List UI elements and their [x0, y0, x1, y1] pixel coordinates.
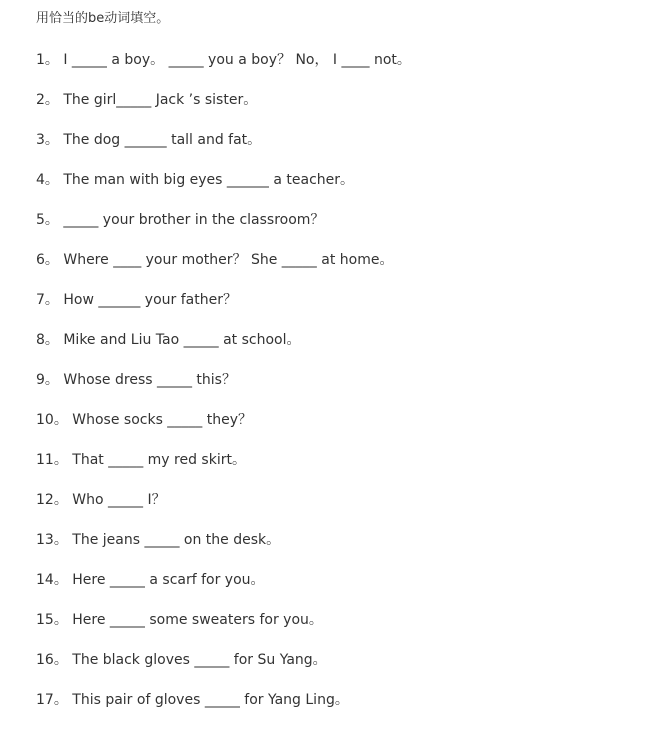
question-12: 12。 Who _____ I？ — [36, 492, 166, 508]
question-10: 10。 Whose socks _____ they？ — [36, 412, 253, 428]
instruction-text: 用恰当的be动词填空。 — [36, 11, 170, 26]
question-13: 13。 The jeans _____ on the desk。 — [36, 532, 281, 548]
question-2: 2。 The girl_____ Jack ’s sister。 — [36, 92, 258, 108]
question-4: 4。 The man with big eyes ______ a teacher。 — [36, 172, 355, 188]
question-6: 6。 Where ____ your mother？ She _____ at home。 — [36, 252, 394, 268]
question-14: 14。 Here _____ a scarf for you。 — [36, 572, 265, 588]
question-1: 1。 I _____ a boy。 _____ you a boy？ No， I ____ not。 — [36, 52, 411, 68]
question-3: 3。 The dog ______ tall and fat。 — [36, 132, 262, 148]
question-5: 5。 _____ your brother in the classroom？ — [36, 212, 325, 228]
question-8: 8。 Mike and Liu Tao _____ at school。 — [36, 332, 301, 348]
question-15: 15。 Here _____ some sweaters for you。 — [36, 612, 323, 628]
question-7: 7。 How ______ your father？ — [36, 292, 237, 308]
question-17: 17。 This pair of gloves _____ for Yang Ling。 — [36, 692, 349, 708]
question-9: 9。 Whose dress _____ this？ — [36, 372, 236, 388]
question-16: 16。 The black gloves _____ for Su Yang。 — [36, 652, 327, 668]
question-11: 11。 That _____ my red skirt。 — [36, 452, 246, 468]
